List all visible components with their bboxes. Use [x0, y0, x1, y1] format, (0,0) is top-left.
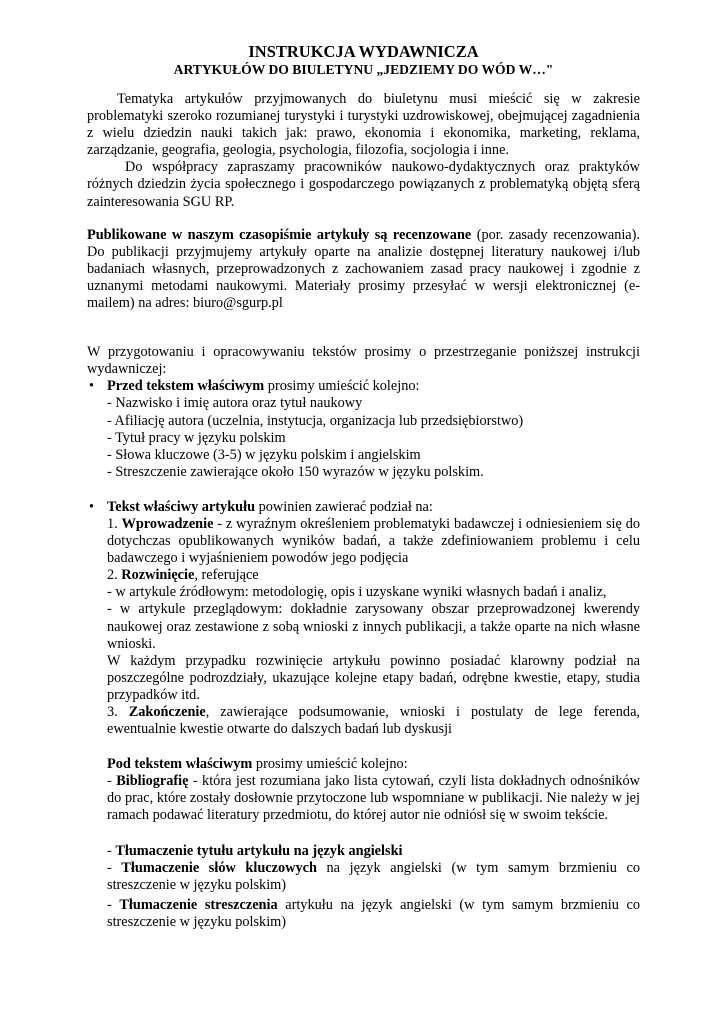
keywords-translation-item: - Tłumaczenie słów kluczowych na język angielski (w tym samym brzmieniu co streszczenie w języku polskim)	[107, 859, 640, 893]
list-item: - Nazwisko i imię autora oraz tytuł naukowy	[107, 395, 363, 412]
body-heading: Tekst właściwy artykułu powinien zawierać podział na:	[107, 498, 433, 515]
after-text-section	[87, 756, 640, 931]
intro-paragraph: Tematyka artykułów przyjmowanych do biuletynu musi mieścić się w zakresie problematyki szeroko rozumianej turystyki i turystyki uzdrowiskowej, obejmującej zagadnienia z wielu dziedzin nauki takich jak: prawo, ekonomia i ekonomika, marketing, reklama, zarządzanie, geografia, geologia, psychologia, filozofia, socjologia i inne.	[87, 91, 640, 159]
bullet-icon: •	[89, 498, 95, 515]
review-bold: Publikowane w naszym czasopiśmie artykuły są recenzowane	[87, 226, 472, 243]
review-text: (por. zasady recenzowania). Do publikacji przyjmujemy artykuły oparte na analizie dostępnej literatury naukowej i/lub badaniach własnych, przeprowadzonych z zachowaniem zasad pracy naukowej i zgodnie z uznanymi metodami naukowymi. Materiały prosimy przesyłać w wersji elektronicznej (e-mailem) na adres: biuro@sgurp.pl	[87, 226, 640, 312]
section-introduction: 1. Wprowadzenie - z wyraźnym określeniem problematyki badawczej i odniesieniem się do dotychczas opublikowanych wyników badań, a także zdefiniowaniem problemu i celu badawczego i wyjaśnieniem powodów jego podjęcia	[107, 515, 641, 567]
development-source-article: - w artykule źródłowym: metodologię, opis i uzyskane wyniki własnych badań i analiz,	[107, 584, 607, 601]
document-title: INSTRUKCJA WYDAWNICZA	[248, 42, 479, 61]
document-page	[87, 40, 640, 931]
after-heading: Pod tekstem właściwym prosimy umieścić kolejno:	[107, 756, 408, 773]
title-translation-item: - Tłumaczenie tytułu artykułu na język angielski	[107, 842, 403, 859]
bullet-icon: •	[89, 378, 95, 395]
list-item: - Tytuł pracy w języku polskim	[107, 429, 286, 446]
section-development: 2. Rozwinięcie, referujące	[107, 567, 259, 584]
document-subtitle: ARTYKUŁÓW DO BIULETYNU „JEDZIEMY DO WÓD W…"	[173, 62, 554, 77]
development-review-article: - w artykule przeglądowym: dokładnie zarysowany obszar przeprowadzonej kwerendy naukowej oraz zestawione z sobą wnioski z innych publikacji, a także oparte na nich własne wnioski.	[107, 601, 640, 652]
review-paragraph	[87, 227, 640, 312]
section-conclusion: 3. Zakończenie, zawierające podsumowanie, wnioski i postulaty de lege ferenda, ewentualnie kwestie otwarte do dalszych badań lub dyskusji	[107, 704, 640, 738]
body-text-section	[87, 499, 640, 738]
development-structure-note: W każdym przypadku rozwinięcie artykułu powinno posiadać klarowny podział na poszczególne podrozdziały, ukazujące kolejne etapy badań, odrębne kwestie, etapy, studia przypadków itd.	[107, 652, 640, 703]
cooperation-paragraph: Do współpracy zapraszamy pracowników naukowo-dydaktycznych oraz praktyków różnych dziedzin życia społecznego i gospodarczego powiązanych z problematyką objętą sferą zainteresowania SGU RP.	[87, 159, 640, 210]
list-item: - Streszczenie zawierające około 150 wyrazów w języku polskim.	[107, 463, 484, 480]
bibliography-item: - Bibliografię - która jest rozumiana jako lista cytowań, czyli lista dokładnych odnośników do prac, które zostały dosłownie przytoczone lub wspomniane w publikacji. Nie należy w jej ramach podawać literatury przedmiotu, do której autor nie odniósł się w swoim tekście.	[107, 773, 640, 824]
list-item: - Słowa kluczowe (3-5) w języku polskim i angielskim	[107, 446, 421, 463]
list-item: - Afiliację autora (uczelnia, instytucja, organizacja lub przedsiębiorstwo)	[107, 412, 524, 429]
instructions-intro: W przygotowaniu i opracowywaniu tekstów prosimy o przestrzeganie poniższej instrukcji wydawniczej:	[87, 344, 640, 378]
abstract-translation-item: - Tłumaczenie streszczenia artykułu na język angielski (w tym samym brzmieniu co streszczenie w języku polskim)	[107, 896, 640, 930]
before-text-section	[87, 378, 640, 481]
before-heading: Przed tekstem właściwym prosimy umieścić kolejno:	[107, 378, 420, 395]
